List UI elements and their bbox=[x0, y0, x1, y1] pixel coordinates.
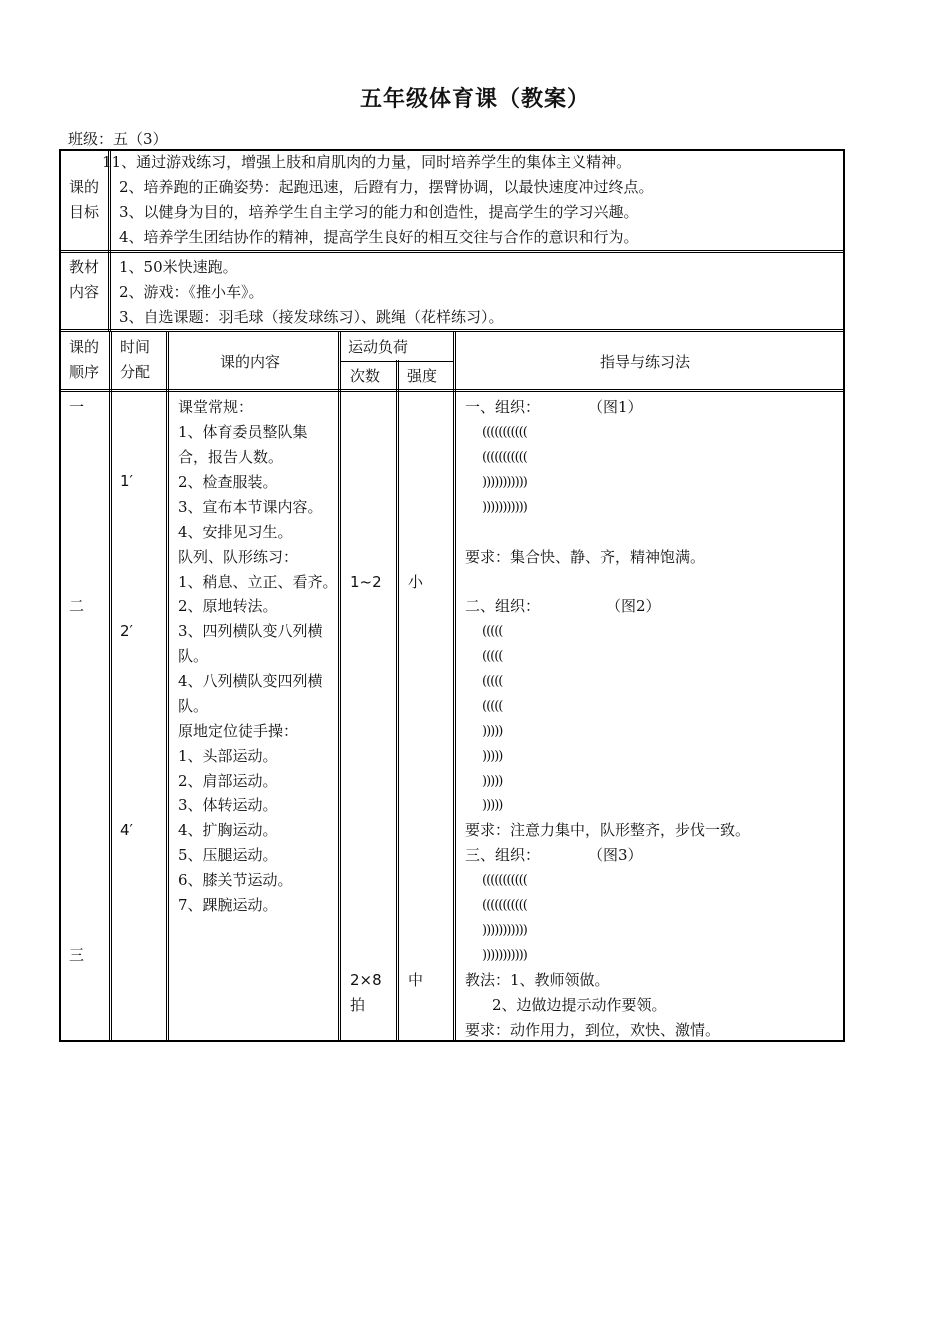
formation-row: ((((((((((( bbox=[482, 898, 527, 913]
content-line: 7、踝腕运动。 bbox=[178, 896, 278, 914]
formation-row: ))))) bbox=[482, 724, 503, 739]
content-line: 3、体转运动。 bbox=[178, 796, 278, 814]
requirement-3: 要求：动作用力，到位，欢快、激情。 bbox=[465, 1021, 721, 1039]
order-mark-3: 三 bbox=[69, 946, 85, 964]
class-label: 班级：五（3） bbox=[68, 130, 168, 148]
content-line: 合，报告人数。 bbox=[178, 448, 284, 466]
materials-label-2: 内容 bbox=[69, 283, 100, 301]
intensity-2: 中 bbox=[408, 971, 424, 989]
order-mark-2: 二 bbox=[69, 597, 85, 615]
content-line: 6、膝关节运动。 bbox=[178, 871, 293, 889]
materials-divider bbox=[108, 253, 111, 331]
goal-line-3: 3、以健身为目的，培养学生自主学习的能力和创造性，提高学生的学习兴趣。 bbox=[119, 203, 639, 221]
time-1: 1′ bbox=[120, 472, 133, 490]
goal-line-4: 4、培养学生团结协作的精神，提高学生良好的相互交往与合作的意识和行为。 bbox=[119, 228, 639, 246]
fig-1-label: （图1） bbox=[588, 398, 643, 416]
header-time-2: 分配 bbox=[120, 363, 151, 381]
content-line: 1、稍息、立正、看齐。 bbox=[178, 573, 338, 591]
content-line: 2、肩部运动。 bbox=[178, 772, 278, 790]
formation-row: ))))))))))) bbox=[482, 948, 527, 963]
content-line: 2、原地转法。 bbox=[178, 597, 278, 615]
org-1-heading: 一、组织： bbox=[465, 398, 541, 416]
goals-bottom-rule bbox=[61, 250, 843, 253]
col-divider-3 bbox=[338, 332, 341, 1040]
content-line: 2、检查服装。 bbox=[178, 473, 278, 491]
col-divider-1 bbox=[109, 332, 112, 1040]
teaching-method-2: 2、边做边提示动作要领。 bbox=[492, 996, 667, 1014]
formation-row: ))))) bbox=[482, 774, 503, 789]
page-title: 五年级体育课（教案） bbox=[359, 86, 590, 112]
goal-line-2: 2、培养跑的正确姿势：起跑迅速，后蹬有力，摆臂协调，以最快速度冲过终点。 bbox=[119, 178, 654, 196]
content-line: 4、安排见习生。 bbox=[178, 523, 293, 541]
content-line: 5、压腿运动。 bbox=[178, 846, 278, 864]
header-time-1: 时间 bbox=[120, 338, 151, 356]
material-line-1: 1、50米快速跑。 bbox=[119, 258, 238, 276]
header-load: 运动负荷 bbox=[348, 338, 409, 356]
time-2: 2′ bbox=[120, 622, 133, 640]
formation-row: ))))))))))) bbox=[482, 475, 527, 490]
formation-row: ))))) bbox=[482, 798, 503, 813]
requirement-2: 要求：注意力集中，队形整齐，步伐一致。 bbox=[465, 821, 751, 839]
header-bottom-rule bbox=[61, 389, 843, 392]
content-line: 原地定位徒手操： bbox=[178, 722, 299, 740]
formation-row: ))))))))))) bbox=[482, 923, 527, 938]
header-intensity: 强度 bbox=[407, 367, 438, 385]
header-count: 次数 bbox=[350, 367, 381, 385]
time-3: 4′ bbox=[120, 821, 133, 839]
formation-row: ((((((((((( bbox=[482, 425, 527, 440]
col-divider-5 bbox=[453, 332, 456, 1040]
materials-label-1: 教材 bbox=[69, 258, 100, 276]
formation-row: ((((( bbox=[482, 674, 503, 689]
formation-row: ((((( bbox=[482, 699, 503, 714]
content-line: 队列、队形练习： bbox=[178, 548, 299, 566]
formation-row: ((((( bbox=[482, 624, 503, 639]
teaching-method-1: 教法：1、教师领做。 bbox=[465, 971, 610, 989]
org-2-heading: 二、组织： bbox=[465, 597, 541, 615]
fig-3-label: （图3） bbox=[588, 846, 643, 864]
count-1: 1~2 bbox=[350, 573, 382, 591]
order-mark-1: 一 bbox=[69, 398, 85, 416]
content-line: 1、体育委员整队集 bbox=[178, 423, 308, 441]
org-3-heading: 三、组织： bbox=[465, 846, 541, 864]
content-line: 3、宣布本节课内容。 bbox=[178, 498, 323, 516]
col-divider-4 bbox=[396, 360, 399, 1040]
content-line: 课堂常规： bbox=[178, 398, 254, 416]
content-line: 4、八列横队变四列横 bbox=[178, 672, 323, 690]
content-line: 1、头部运动。 bbox=[178, 747, 278, 765]
formation-row: ))))) bbox=[482, 749, 503, 764]
count-3: 拍 bbox=[350, 996, 366, 1014]
header-method: 指导与练习法 bbox=[600, 353, 691, 371]
material-line-3: 3、自选课题：羽毛球（接发球练习）、跳绳（花样练习）。 bbox=[119, 308, 504, 326]
header-content: 课的内容 bbox=[220, 353, 281, 371]
content-line: 4、扩胸运动。 bbox=[178, 821, 278, 839]
header-order-2: 顺序 bbox=[69, 363, 100, 381]
fig-2-label: （图2） bbox=[606, 597, 661, 615]
formation-row: ((((((((((( bbox=[482, 450, 527, 465]
material-line-2: 2、游戏：《推小车》。 bbox=[119, 283, 264, 301]
goals-label-1: 课的 bbox=[69, 178, 100, 196]
formation-row: ))))))))))) bbox=[482, 500, 527, 515]
intensity-1: 小 bbox=[408, 573, 424, 591]
goal-line-1: 11、通过游戏练习，增强上肢和肩肌肉的力量，同时培养学生的集体主义精神。 bbox=[102, 153, 632, 171]
content-line: 队。 bbox=[178, 647, 209, 665]
count-2: 2×8 bbox=[350, 971, 382, 989]
content-line: 3、四列横队变八列横 bbox=[178, 622, 323, 640]
content-line: 队。 bbox=[178, 697, 209, 715]
formation-row: ((((((((((( bbox=[482, 873, 527, 888]
requirement-1: 要求：集合快、静、齐，精神饱满。 bbox=[465, 548, 706, 566]
load-subheader-rule bbox=[341, 361, 453, 362]
goals-label-2: 目标 bbox=[69, 203, 100, 221]
header-order-1: 课的 bbox=[69, 338, 100, 356]
col-divider-2 bbox=[166, 332, 169, 1040]
formation-row: ((((( bbox=[482, 649, 503, 664]
